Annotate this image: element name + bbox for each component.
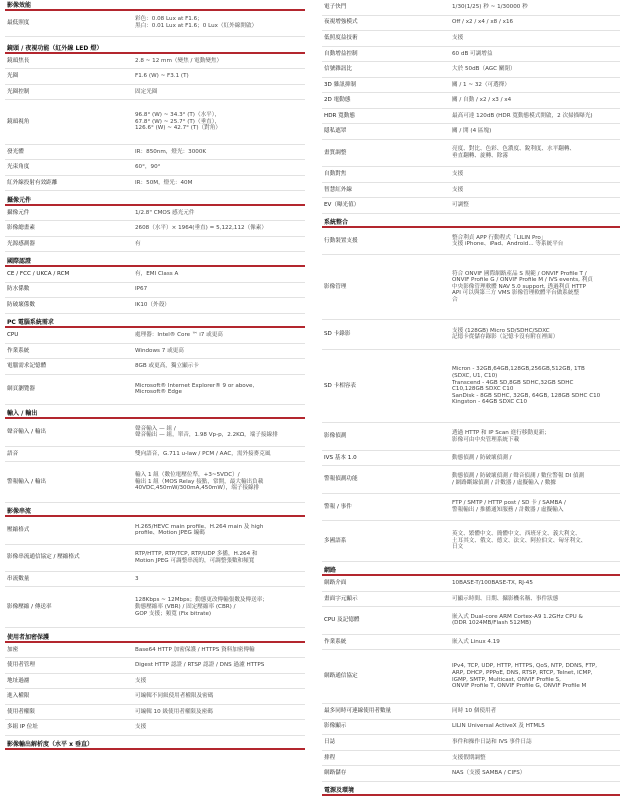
spec-label: 排程 [324,754,336,761]
spec-row [5,447,305,463]
spec-row [5,517,305,544]
spec-row [5,54,305,70]
spec-label: 影像串流通信協定 / 壓縮格式 [7,554,80,561]
spec-label: 電子快門 [324,3,347,10]
spec-value: 2608（水平）× 1964(垂直) = 5,122,112（像素） [135,225,267,232]
spec-value: F1.6 (W) ~ F3.1 (T) [135,73,189,80]
section-header: 攝像元件 [5,191,305,206]
spec-value: 聲音輸入 — 組 / 聲音輸出 — 組，單音，1.98 Vp-p，2.2KΩ，端子接線排 [135,425,278,439]
spec-value: 關 / 1 ~ 32（可選擇） [452,81,510,88]
spec-value: 英文、繁體中文、簡體中文、西班牙文、義大利文、 土耳其文、俄文、德文、法文、阿拉伯文、匈牙利文、 日文 [452,531,587,551]
spec-label: HDR 寬動態 [324,112,355,119]
spec-label: 光束角度 [7,164,30,171]
spec-label: 自動對焦 [324,170,347,177]
spec-label: 自動增益控制 [324,50,358,57]
spec-value: 1/2.8" CMOS 感光元件 [135,209,195,216]
spec-row [322,124,620,140]
spec-label: 網路介面 [324,580,347,587]
spec-row [322,62,620,78]
spec-label: CPU 及記憶體 [324,617,360,624]
spec-column-left [5,0,305,750]
spec-value: 60 dB 可調增益 [452,50,493,57]
spec-value: 整合利貞 APP 行動程式「LILIN Pro」 支援 iPhone、iPad、Android... 等系統平台 [452,234,564,248]
section-header: 影像輸出解析度（水平 x 垂直） [5,736,305,751]
spec-row [5,462,305,503]
spec-value: 96.8° (W) ~ 34.3° (T)（水平）， 67.8° (W) ~ 25.7° (T)（垂直）， 126.6° (W) ~ 42.7° (T)（對角） [135,112,221,132]
spec-value: 1/30(1/25) 秒 ~ 1/30000 秒 [452,3,528,10]
spec-value: 可調整 [452,202,469,209]
spec-row [322,766,620,782]
spec-label: 地址過濾 [7,677,30,684]
spec-row [5,176,305,192]
spec-value: 最高可達 120dB (HDR 寬動態模式開啟，2 次掃描曝光) [452,112,593,119]
spec-row [5,643,305,659]
spec-value: 支援 [452,34,464,41]
spec-label: 使用者權限 [7,708,35,715]
spec-value: 可顯示時間、日期、攝影機名稱、事件狀態 [452,595,559,602]
spec-label: 警報偵測功能 [324,476,358,483]
spec-value: 有 [135,240,141,247]
section-header: 國際認證 [5,252,305,267]
spec-row [5,221,305,237]
spec-label: 發光體 [7,148,24,155]
spec-label: 網路儲存 [324,770,347,777]
spec-label: CE / FCC / UKCA / RCM [7,270,70,277]
spec-row [5,267,305,283]
spec-value: IR：850nm，燈光：3000K [135,148,207,155]
spec-value: 事件和操作日誌和 IVS 事件日誌 [452,738,532,745]
spec-value: 可編輯不同級使用者權限及密碼 [135,693,214,700]
spec-label: 行動裝置支援 [324,237,358,244]
spec-value: IP67 [135,286,148,293]
spec-row [5,572,305,588]
spec-value: 3 [135,575,139,582]
spec-label: 鏡頭焦長 [7,57,30,64]
spec-label: 語音 [7,450,19,457]
spec-label: 電腦需求記憶體 [7,363,47,370]
spec-label: 光源感測器 [7,240,35,247]
spec-label: 影像管理 [324,283,347,290]
spec-label: 聲音輸入 / 輸出 [7,429,47,436]
spec-value: Microsoft® Internet Explorer® 9 or above, Microsoft® Edge [135,382,255,396]
spec-row [322,451,620,467]
spec-value: 處理器：Intel® Core ™ i7 或更高 [135,332,223,339]
spec-row [322,198,620,214]
spec-value: 輸入 1 組（數位電壓位準，+3~5VDC）/ 輸出 1 組（MOS Relay 接點，常開，最大輸出負載 40VDC,450mW/300mA,450mW），端子接線排 [135,471,264,492]
spec-label: 最多同時可連線使用者數量 [324,707,392,714]
spec-row [5,545,305,572]
spec-row [5,720,305,736]
spec-row [322,494,620,521]
spec-value: 同時 10 個使用者 [452,707,497,714]
section-header: 網路 [322,562,620,577]
section-header: 影像串流 [5,503,305,518]
spec-value: 支援 [135,677,147,684]
spec-value: LILIN Universal ActiveX 及 HTML5 [452,723,545,730]
spec-label: 影像顯示 [324,723,347,730]
spec-row [322,140,620,167]
spec-row [322,78,620,94]
section-header: 輸入 / 輸出 [5,405,305,420]
spec-label: 串流數量 [7,575,30,582]
spec-label: CPU [7,332,19,339]
spec-label: 防水係數 [7,286,30,293]
spec-value: 8GB 或更高，獨立顯示卡 [135,363,199,370]
spec-value: 關 / 開 (4 區塊) [452,128,492,135]
spec-value: 128Kbps ~ 12Mbps；動態更改傳輸張數及傳送率； 動態壓縮率 (VBR) / 固定壓縮率 (CBR) / GOP 支援；頻寬 (Fix bitrate) [135,597,268,617]
spec-row [5,375,305,405]
spec-label: 壓縮格式 [7,527,30,534]
spec-row [5,206,305,222]
spec-value: 支援 (128GB) Micro SD/SDHC/SDXC 記憶卡從儲存錄影（記憶卡沒有附在裡面） [452,327,559,341]
spec-label: 影像偵測 [324,433,347,440]
spec-label: 光圈控制 [7,88,30,95]
spec-row [5,85,305,101]
section-header: 影像效能 [5,0,305,11]
spec-row [322,93,620,109]
spec-label: 夜視增強模式 [324,19,358,26]
spec-label: 多組 IP 位址 [7,724,38,731]
spec-label: 網路通信協定 [324,673,358,680]
spec-value: 支援 [452,170,464,177]
spec-label: 隱私遮罩 [324,128,347,135]
spec-value: 大於 50dB（AGC 關閉） [452,66,516,73]
spec-row [5,69,305,85]
spec-row [5,283,305,299]
spec-row [322,320,620,350]
spec-label: 攝像元件 [7,209,30,216]
spec-value: 有，EMI Class A [135,270,179,277]
spec-row [322,167,620,183]
spec-value: 可編輯 10 級使用者權限及密碼 [135,708,213,715]
spec-value: Micron - 32GB,64GB,128GB,256GB,512GB, 1TB (SDXC, U1, C10) Transcend - 4GB SD,8GB SDHC,32GB SDHC C10,128GB SDXC C10 SanDisk - 8GB SDHC, 32GB, 64GB, 128GB SDHC C10 Kingston - 64GB SDXC C10 [452,366,601,406]
spec-value: FTP / SMTP / HTTP post / SD 卡 / SAMBA / 警報輸出 / 推播通知服務 / 計數器 / 虛擬輸入 [452,500,566,513]
spec-row [5,237,305,253]
spec-value: 支援 [452,186,464,193]
spec-row [322,635,620,651]
spec-row [322,720,620,736]
spec-value: Off / x2 / x4 / x8 / x16 [452,19,514,26]
spec-label: 低照度益技術 [324,34,358,41]
spec-value: 支援 [135,724,147,731]
spec-value: 嵌入式 Dual-core ARM Cortex-A9 1.2GHz CPU & (DDR 1024MB/Flash 512MB) [452,613,583,627]
spec-row [322,423,620,450]
section-header: 電源及環境 [322,782,620,796]
spec-value: 動態偵測 / 防破壞偵測 / [452,454,512,461]
spec-label: 作業系統 [324,638,347,645]
section-header: 鏡頭 / 夜視功能（紅外線 LED 燈） [5,37,305,54]
spec-column-right [322,0,620,796]
spec-label: 鏡頭視角 [7,118,30,125]
spec-label: 3D 雜訊抑制 [324,81,357,88]
spec-label: IVS 基本 1.0 [324,454,357,461]
spec-label: 防破壞係數 [7,301,35,308]
spec-row [5,344,305,360]
spec-label: 加密 [7,646,19,653]
spec-label: 智慧紅外線 [324,186,352,193]
spec-row [322,255,620,319]
spec-value: 關 / 自動 / x2 / x3 / x4 [452,97,512,104]
spec-value: Windows 7 或更高 [135,347,184,354]
spec-row [322,735,620,751]
spec-row [322,466,620,493]
spec-label: 光圈 [7,73,19,80]
spec-row [5,298,305,314]
spec-label: 進入權限 [7,693,30,700]
spec-label: 最低照度 [7,19,30,26]
spec-value: NAS（支援 SAMBA / CIFS） [452,770,526,777]
spec-value: 2.8 ~ 12 mm（變焦 / 電動變焦） [135,57,223,64]
spec-label: SD 卡相容表 [324,382,357,389]
spec-value: 透過 HTTP 和 IP Scan 進行移動更新； 影像可由中央管理系統下載 [452,430,550,443]
spec-value: 固定光圈 [135,88,158,95]
section-header: 系統整合 [322,214,620,229]
spec-row [322,31,620,47]
spec-row [5,587,305,628]
spec-value: 符合 ONVIF 國際網路產品 S 規範 / ONVIF Profile T / ONVIF Profile G / ONVIF Profile M / IVS events, 利貞 中央影像管理軟體 NAV 5.0 support, 透過利貞 HTTP API 可以與第三方 VMS 影像管理軟體平台做系統整 合 [452,270,593,304]
spec-label: 警報輸入 / 輸出 [7,478,47,485]
spec-label: 信號雜訊比 [324,66,352,73]
spec-row [5,145,305,161]
spec-row [5,328,305,344]
spec-row [322,47,620,63]
spec-row [5,100,305,145]
spec-row [5,658,305,674]
spec-label: 影像壓縮 / 傳送率 [7,603,52,610]
spec-row [5,705,305,721]
spec-label: 畫質調整 [324,149,347,156]
spec-label: 日誌 [324,738,336,745]
spec-row [322,521,620,562]
spec-value: 嵌入式 Linux 4.19 [452,638,500,645]
spec-label: 紅外線投射有效距離 [7,179,58,186]
spec-row [322,650,620,704]
spec-value: 10BASE-T/100BASE-TX, RJ-45 [452,580,533,587]
spec-value: 亮度、對比、色彩、色濃度、銳利度、水平翻轉、 垂直翻轉、旋轉、除霧 [452,146,576,159]
spec-row [5,689,305,705]
spec-label: 多國語系 [324,537,347,544]
spec-label: 作業系統 [7,347,30,354]
section-header: PC 電腦系統需求 [5,314,305,329]
spec-label: 使用者管理 [7,662,35,669]
spec-label: EV（曝光值） [324,202,360,209]
spec-value: Base64 HTTP 加密保護 / HTTPS 資料加密傳輸 [135,646,255,653]
spec-row [322,751,620,767]
spec-row [5,11,305,37]
spec-value: H.265/HEVC main profile、H.264 main 及 high profile、Motion JPEG 編碼 [135,523,264,537]
spec-row [5,359,305,375]
section-header: 使用者加密保護 [5,628,305,643]
spec-row [322,109,620,125]
spec-row [5,674,305,690]
spec-row [5,160,305,176]
spec-row [322,183,620,199]
spec-label: 畫面字元顯示 [324,595,358,602]
spec-value: IK10（外殼） [135,301,170,308]
spec-row [322,576,620,592]
spec-value: 支援假期調整 [452,754,486,761]
spec-row [322,0,620,16]
spec-label: 網頁瀏覽器 [7,385,35,392]
spec-value: Digest HTTP 認證 / RTSP 認證 / DNS 過濾 HTTPS [135,662,265,669]
spec-value: 60°，90° [135,164,161,171]
spec-label: SD 卡錄影 [324,331,351,338]
spec-value: IPv4, TCP, UDP, HTTP, HTTPS, QoS, NTP, DDNS, FTP, ARP, DHCP, PPPoE, DNS, RTSP, RTCP, Telnet, ICMP, IGMP, SMTP, Multicast, ONVIF Profile S, ONVIF Profile T, ONVIF Profile G, ONVIF Profile M [452,663,598,690]
spec-row [5,419,305,446]
spec-row [322,228,620,255]
spec-label: 影像總畫素 [7,225,35,232]
spec-value: 雙向語音，G.711 u-law / PCM / AAC，需外接麥克風 [135,450,271,457]
spec-value: IR：50M，燈光：40M [135,179,193,186]
spec-row [322,16,620,32]
spec-value: RTP/HTTP, RTP/TCP, RTP/UDP 多播，H.264 和 Motion JPEG 可調整串流的，可調整張數和頻寬 [135,551,258,564]
spec-row [322,704,620,720]
spec-label: 警報 / 事件 [324,503,352,510]
spec-value: 彩色：0.08 Lux at F1.6； 黑白：0.01 Lux at F1.6；0 Lux（紅外線開啟） [135,16,258,30]
spec-value: 動態偵測 / 防破壞偵測 / 聲音偵測 / 數位警報 DI 偵測 / 網路斷線偵測 / 計數器 / 虛擬輸入 / 數據 [452,472,585,486]
spec-row [322,350,620,424]
spec-row [322,592,620,608]
spec-row [322,607,620,634]
spec-label: 2D 電動態 [324,97,351,104]
